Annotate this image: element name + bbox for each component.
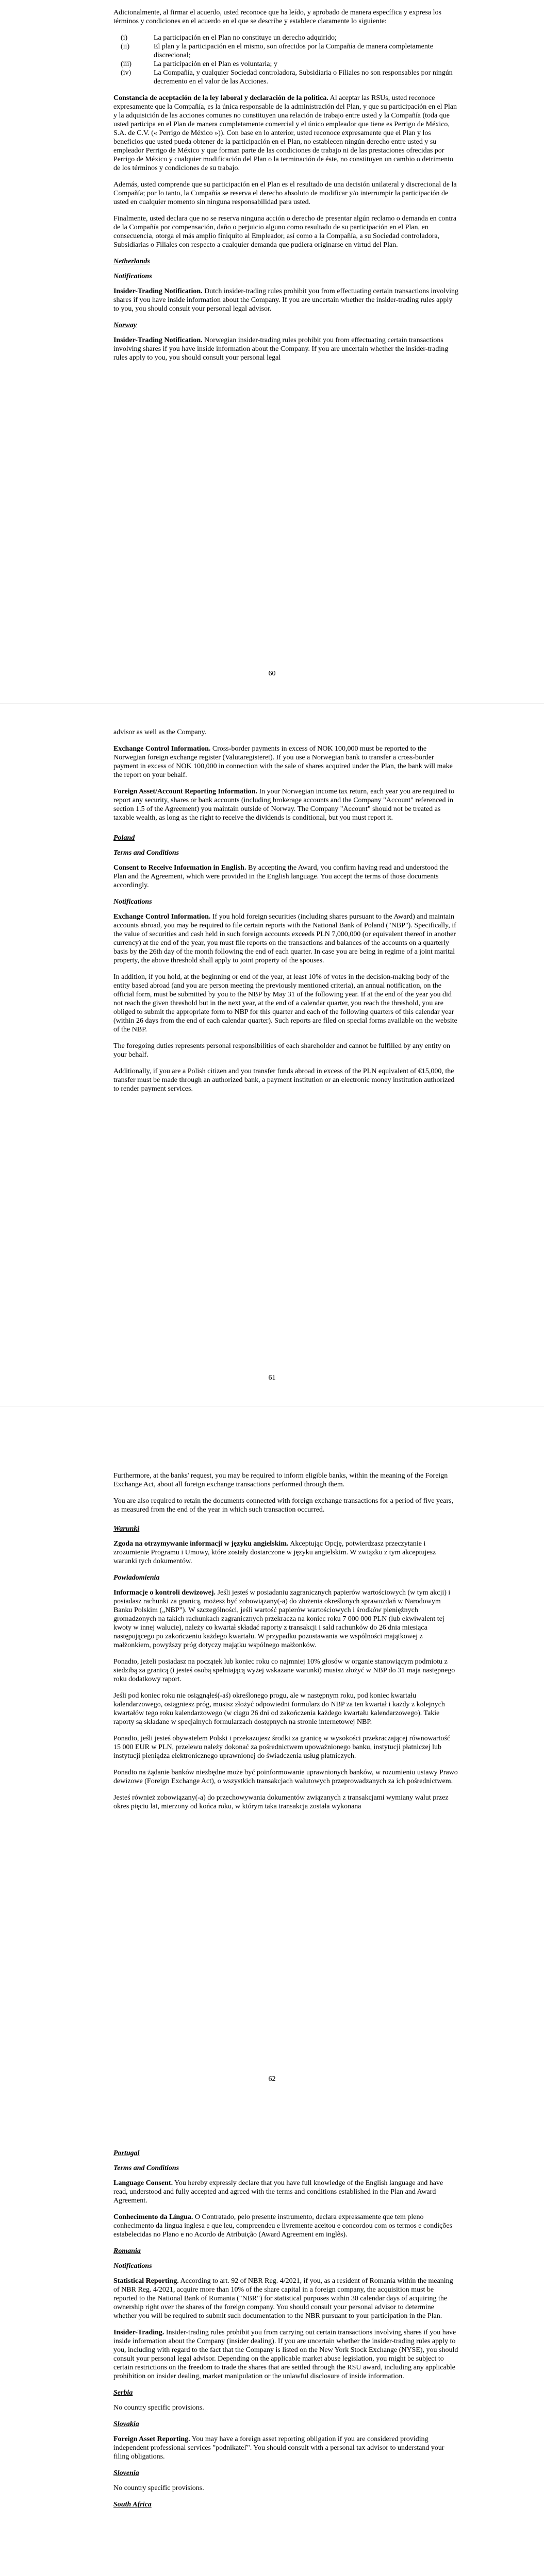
page-62 bbox=[0, 1406, 544, 2110]
page-61 bbox=[0, 703, 544, 1406]
page-63-content bbox=[113, 2149, 459, 2515]
heading-netherlands: Netherlands bbox=[113, 258, 150, 265]
paragraph: Additionally, if you are a Polish citizen and you transfer funds abroad in excess of the PLN equivalent of €15,000, the transfer must be made through an authorized bank, a payment institution or an electronic money institution authorized to render payment services. bbox=[113, 1067, 455, 1093]
heading-slovakia: Slovakia bbox=[113, 2420, 139, 2428]
heading-serbia: Serbia bbox=[113, 2389, 133, 2397]
subheading-notifications: Notifications bbox=[113, 273, 152, 280]
subheading-notifications: Notifications bbox=[113, 898, 152, 906]
zgoda-paragraph: Zgoda na otrzymywanie informacji w języku angielskim. Akceptując Opcję, potwierdzasz przeczytanie i zrozumienie Programu i Umowy, które zostały dostarczone w języku angielskim. W związku z tym akceptujesz warunki tych dokumentów. bbox=[113, 1540, 436, 1565]
paragraph: No country specific provisions. bbox=[113, 2484, 204, 2492]
conhecimento-paragraph: Conhecimento da Língua. O Contratado, pelo presente instrumento, declara expressamente que tem pleno conhecimento da língua inglesa e que leu, compreendeu e livremente aceitou e concordou com os termos e condições estabelecidas no Plano e no Acordo de Atribuição (Award Agreement em inglês). bbox=[113, 2213, 452, 2239]
paragraph: Jesteś również zobowiązany(-a) do przechowywania dokumentów związanych z transakcjami wymiany walut przez okres pięciu lat, mierzony od końca roku, w którym taka transakcja została wykonana bbox=[113, 1794, 449, 1810]
list-item: (i) La participación en el Plan no constituye un derecho adquirido; bbox=[121, 34, 337, 42]
subheading-notifications: Notifications bbox=[113, 2262, 152, 2270]
norway-exchange-control-paragraph: Exchange Control Information. Cross-border payments in excess of NOK 100,000 must be reported to the Norwegian foreign exchange register (Valutaregisteret). If you use a Norwegian bank to transfer a cross-border payment in excess of NOK 100,000 in connection with the sale of shares acquired under the Plan, the bank will make the report on your behalf. bbox=[113, 745, 453, 779]
page-number: 61 bbox=[268, 1374, 276, 1382]
informacje-paragraph: Informacje o kontroli dewizowej. Jeśli jesteś w posiadaniu zagranicznych papierów wartościowych (w tym akcji) i posiadasz rachunki za granicą, możesz być zobowiązany(-a) do złożenia określonych sprawozdań w Narodowym Banku Polskim („NBP”). W szczególności, jeśli wartość papierów wartościowych i środków pieniężnych gromadzonych na takich rachunkach zagranicznych przekracza na koniec roku 7 000 000 PLN (lub ekwiwalent tej kwoty w innej walucie), należy co kwartał składać raporty z transakcji i sald rachunków do 26 dnia miesiąca następującego po zakończeniu każdego kwartału. W przypadku pozostawania we wspólności majątkowej z małżonkiem, powyższy próg dotyczy majątku wspólnego małżonków. bbox=[113, 1589, 451, 1649]
poland-exchange-control-paragraph: Exchange Control Information. If you hold foreign securities (including shares pursuant to the Award) and maintain accounts abroad, you may be required to file certain reports with the National Bank of Poland ("NBP"). Specifically, if the value of securities and cash held in such foreign accounts exceeds PLN 7,000,000 (or equivalent thereof in another currency) at the end of the year, you must file reports on the transactions and balances of the accounts on a quarterly basis by the 26th day of the month following the end of each quarter. In case you are being in regime of a joint marital property, the above threshold shall apply to joint property of the spouses. bbox=[113, 913, 456, 964]
page-number: 62 bbox=[268, 2075, 276, 2083]
page-number: 60 bbox=[268, 670, 276, 677]
labor-law-paragraph: Constancia de aceptación de la ley laboral y declaración de la política. Al aceptar las RSUs, usted reconoce expresamente que la Compañía, es la única responsable de la administración del Plan, y que su participación en el Plan y la adquisición de las acciones comunes no constituyen una relación de trabajo entre usted y la Compañía (toda que usted participa en el Plan de manera completamente comercial y el único empleador que tiene es Perrigo de México, S.A. de C.V. (« Perrigo de México »)). Con base en lo anterior, usted reconoce expresamente que el Plan y los beneficios que usted pueda obtener de la participación en el Plan, no establecen ningún derecho entre usted y su empleador Perrigo de México y que forman parte de las condiciones de trabajo ni de las prestaciones ofrecidas por Perrigo de México y cualquier modificación del Plan o la terminación de éste, no constituyen un cambio o detrimento de los términos y condiciones de su trabajo. bbox=[113, 94, 457, 172]
heading-romania: Romania bbox=[113, 2247, 141, 2255]
heading-warunki: Warunki bbox=[113, 1525, 140, 1533]
paragraph: You are also required to retain the documents connected with foreign exchange transactions for a period of five years, as measured from the end of the year in which such transaction occurred. bbox=[113, 1497, 454, 1514]
heading-portugal: Portugal bbox=[113, 2149, 140, 2157]
page-60 bbox=[0, 0, 544, 703]
paragraph: Ponadto na żądanie banków niezbędne może być poinformowanie uprawnionych banków, w rozumieniu ustawy Prawo dewizowe (Foreign Exchange Act), o wszystkich transakcjach walutowych przeprowadzanych za ich pośrednictwem. bbox=[113, 1769, 458, 1785]
paragraph: Jeśli pod koniec roku nie osiągnąłeś(-aś) określonego progu, ale w następnym roku, pod koniec kwartału kalendarzowego, osiągniesz próg, musisz złożyć odpowiedni formularz do NBP za ten kwartał i każdy z kolejnych kwartałów tego roku kalendarzowego (w ciągu 26 dni od zakończenia każdego kwartału kalendarzowego). Takie raporty są składane w specjalnych formularzach dostępnych na stronie internetowej NBP. bbox=[113, 1692, 445, 1726]
norway-foreign-asset-paragraph: Foreign Asset/Account Reporting Information. In your Norwegian income tax return, each year you are required to report any security, shares or bank accounts (including brokerage accounts and the Company "Account" referenced in section 1.5 of the Agreement) you maintain outside of Norway. The Company "Account" should not be treated as taxable wealth, as long as the right to receive the dividends is conditional, but you must report it. bbox=[113, 788, 455, 822]
statistical-reporting-paragraph: Statistical Reporting. According to art. 92 of NBR Reg. 4/2021, if you, as a resident of Romania within the meaning of NBR Reg. 4/2021, acquire more than 10% of the share capital in a foreign company, the acquisition must be reported to the National Bank of Romania ("NBR") for statistical purposes within 30 calendar days of acquiring the ownership right over the shares of the foreign company. You should consult your personal advisor to determine whether you will be required to submit such documentation to the NBR pursuant to your participation in the Plan. bbox=[113, 2277, 453, 2320]
intro-paragraph: Adicionalmente, al firmar el acuerdo, usted reconoce que ha leído, y aprobado de manera específica y expresa los términos y condiciones en el acuerdo en el que se describe y establece claramente lo siguiente: bbox=[113, 9, 441, 25]
subheading-terms: Terms and Conditions bbox=[113, 849, 179, 857]
paragraph: Ponadto, jeśli jesteś obywatelem Polski i przekazujesz środki za granicę w wysokości przekraczającej równowartość 15 000 EUR w PLN, przelewu należy dokonać za pośrednictwem upoważnionego banku, instytucji płatniczej lub instytucji pieniądza elektronicznego uprawnionej do świadczenia usług płatniczych. bbox=[113, 1735, 451, 1760]
poland-consent-paragraph: Consent to Receive Information in English. By accepting the Award, you confirm having read and understood the Plan and the Agreement, which were provided in the English language. You accept the terms of those documents accordingly. bbox=[113, 864, 449, 889]
paragraph: The foregoing duties represents personal responsibilities of each shareholder and cannot be fulfilled by any entity on your behalf. bbox=[113, 1042, 451, 1059]
netherlands-insider-paragraph: Insider-Trading Notification. Dutch insider-trading rules prohibit you from effectuating certain transactions involving shares if you have inside information about the Company. If you are uncertain whether the insider-trading rules apply to you, you should consult your personal legal advisor. bbox=[113, 287, 459, 313]
paragraph: Además, usted comprende que su participación en el Plan es el resultado de una decisión unilateral y discrecional de la Compañía; por lo tanto, la Compañía se reserva el derecho absoluto de modificar y/o interrumpir la participación de usted en cualquier momento sin ninguna responsabilidad para usted. bbox=[113, 181, 457, 206]
page-61-content bbox=[113, 728, 459, 1101]
paragraph: advisor as well as the Company. bbox=[113, 728, 207, 736]
paragraph: Finalmente, usted declara que no se reserva ninguna acción o derecho de presentar algún reclamo o demanda en contra de la Compañía por compensación, daño o perjuicio alguno como resultado de su participación en el Plan, en consecuencia, otorga el más amplio finiquito al Empleador, así como a la Compañía, a su Sociedad controladora, Subsidiarias o Filiales con respecto a cualquier demanda que pudiera originarse en virtud del Plan. bbox=[113, 215, 457, 249]
acknowledgement-list bbox=[113, 33, 459, 86]
paragraph: Furthermore, at the banks' request, you may be required to inform eligible banks, within the meaning of the Foreign Exchange Act, about all foreign exchange transactions performed through them. bbox=[113, 1472, 448, 1488]
paragraph: In addition, if you hold, at the beginning or end of the year, at least 10% of votes in the decision-making body of the entity based abroad (and you are person meeting the previously mentioned criteria), an annual notification, on the official form, must be submitted by you to the NBP by May 31 of the following year. If at the end of the year you did not reach the given threshold but in the next year, at the end of a calendar quarter, you reach the threshold, you are obliged to submit the appropriate form to NBP for this quarter and each of the following quarters of this calendar year (within 26 days from the end of each calendar quarter). Such reports are filed on special forms available on the website of the NBP. bbox=[113, 973, 457, 1033]
heading-south-africa: South Africa bbox=[113, 2501, 152, 2509]
heading-poland: Poland bbox=[113, 834, 135, 842]
page-63 bbox=[0, 2110, 544, 2576]
heading-slovenia: Slovenia bbox=[113, 2469, 139, 2477]
insider-trading-paragraph: Insider-Trading. Insider-trading rules prohibit you from carrying out certain transactions involving shares if you have inside information about the Company (insider dealing). If you are uncertain whether the insider-trading rules apply to you, including with regard to the fact that the Company is listed on the New York Stock Exchange (NYSE), you should consult your personal legal advisor. Depending on the applicable market abuse legislation, you might be subject to certain restrictions on the freedom to trade the shares that are settled through the RSU award, including any applicable prohibition on insider dealing, market manipulation or the unlawful disclosure of inside information. bbox=[113, 2329, 458, 2380]
norway-insider-paragraph: Insider-Trading Notification. Norwegian insider-trading rules prohibit you from effectuating certain transactions involving shares if you have inside information about the Company. If you are uncertain whether the insider-trading rules apply to you, you should consult your personal legal bbox=[113, 336, 449, 362]
heading-norway: Norway bbox=[113, 321, 137, 329]
paragraph: No country specific provisions. bbox=[113, 2404, 204, 2412]
page-62-content bbox=[113, 1471, 459, 1819]
list-item: (iv) La Compañía, y cualquier Sociedad controladora, Subsidiaria o Filiales no son responsables por ningún decremento en el valor de las Acciones. bbox=[121, 69, 453, 86]
subheading-terms: Terms and Conditions bbox=[113, 2164, 179, 2172]
subheading-powiadomienia: Powiadomienia bbox=[113, 1574, 160, 1582]
paragraph: Ponadto, jeżeli posiadasz na początek lub koniec roku co najmniej 10% głosów w organie stanowiącym podmiotu z siedzibą za granicą (i jesteś osobą spełniającą wyżej wskazane warunki) musisz złożyć w NBP do 31 maja następnego roku dodatkowy raport. bbox=[113, 1658, 455, 1683]
language-consent-paragraph: Language Consent. You hereby expressly declare that you have full knowledge of the English language and have read, understood and fully accepted and agreed with the terms and conditions established in the Plan and Award Agreement. bbox=[113, 2179, 443, 2205]
list-item: (iii) La participación en el Plan es voluntaria; y bbox=[121, 60, 277, 68]
page-60-content bbox=[113, 8, 459, 370]
list-item: (ii) El plan y la participación en el mismo, son ofrecidos por la Compañía de manera completamente discrecional; bbox=[121, 43, 433, 59]
slovakia-foreign-asset-paragraph: Foreign Asset Reporting. You may have a foreign asset reporting obligation if you are considered providing independent professional services "podnikateľ". You should consult with a personal tax advisor to understand your filing obligations. bbox=[113, 2435, 444, 2461]
